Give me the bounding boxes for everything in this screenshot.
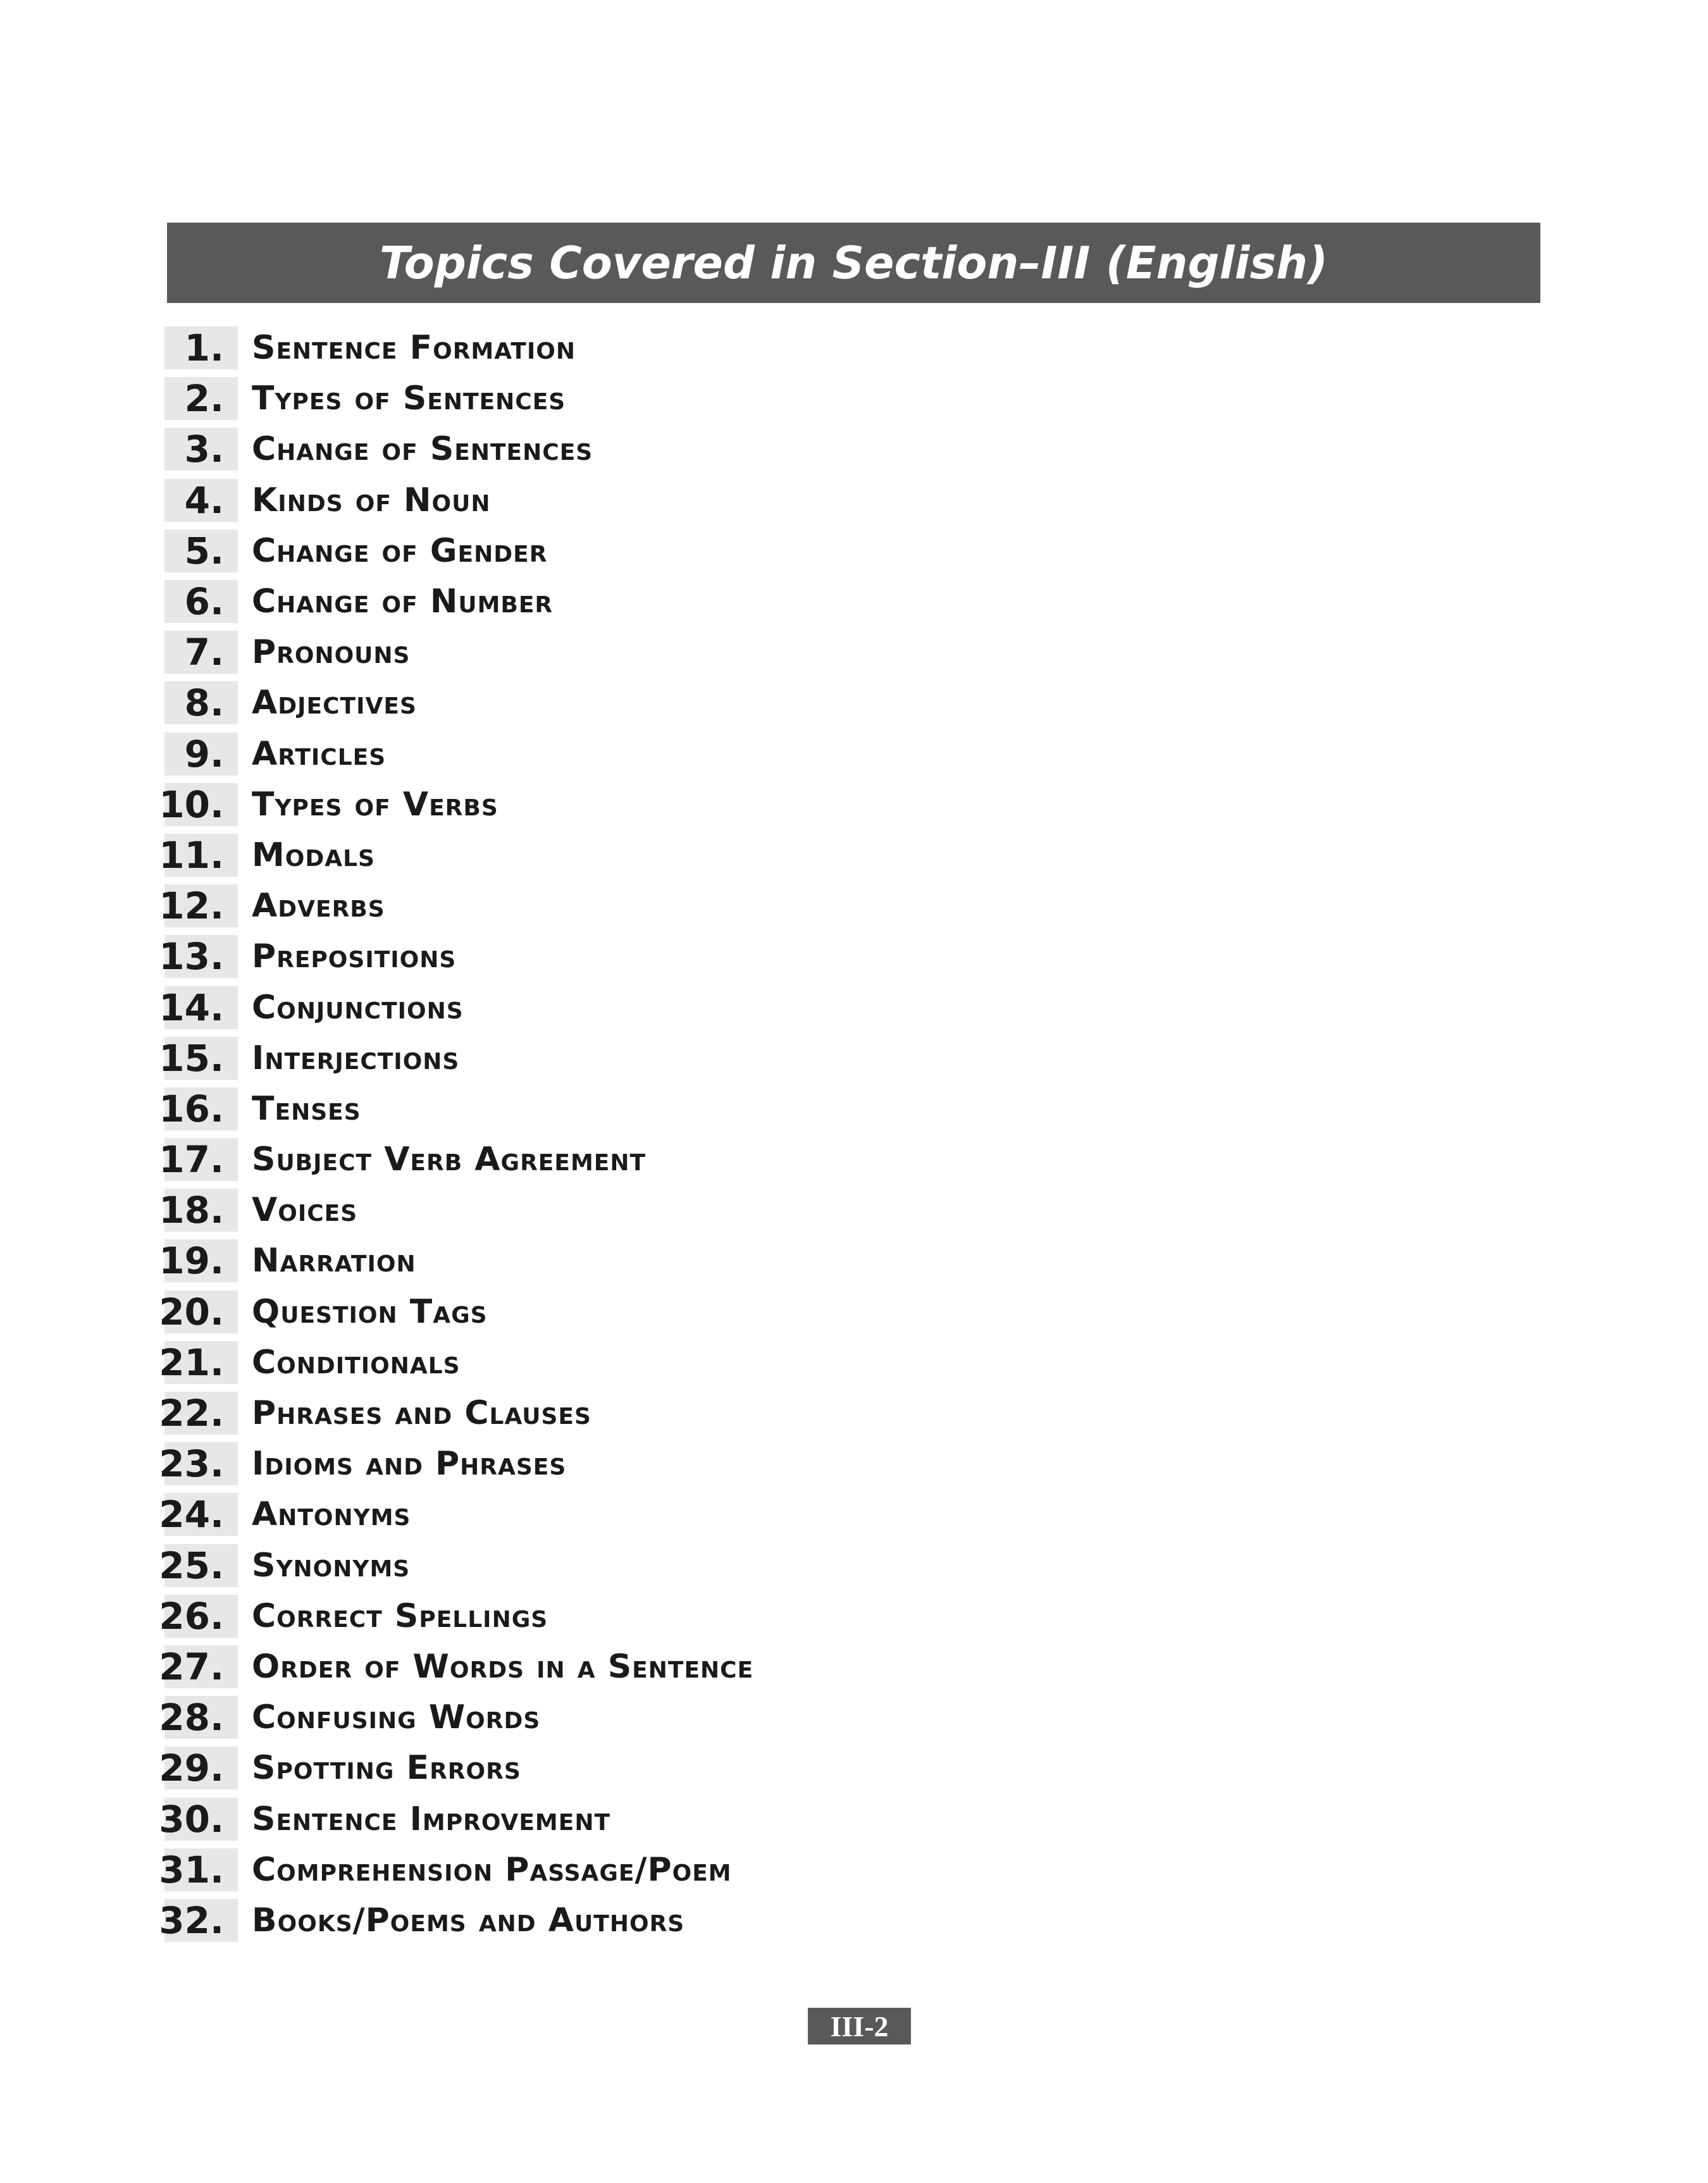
list-item — [159, 982, 1177, 1032]
list-item — [159, 779, 1177, 830]
topic-label: Kinds of Noun — [252, 481, 491, 519]
topic-number: 26. — [164, 1595, 238, 1638]
list-item — [164, 424, 1177, 474]
topic-label: Spotting Errors — [252, 1749, 521, 1788]
list-item — [159, 1540, 1177, 1591]
topic-label: Change of Gender — [252, 531, 548, 570]
list-item — [164, 475, 1177, 526]
list-item — [159, 931, 1177, 982]
topic-number: 23. — [164, 1442, 238, 1485]
topic-label: Subject Verb Agreement — [252, 1141, 647, 1179]
topic-number: 17. — [164, 1138, 238, 1181]
topic-number: 30. — [164, 1798, 238, 1841]
topic-label: Tenses — [252, 1089, 361, 1128]
topic-label: Prepositions — [252, 937, 457, 976]
topic-label: Articles — [252, 734, 387, 773]
topic-label: Phrases and Clauses — [252, 1394, 591, 1433]
list-item — [159, 1337, 1177, 1388]
list-item — [159, 1895, 1177, 1946]
topic-number: 9. — [164, 733, 238, 776]
topic-number: 32. — [164, 1899, 238, 1942]
list-item — [159, 1185, 1177, 1235]
topic-label: Voices — [252, 1191, 358, 1230]
list-item — [164, 526, 1177, 576]
topic-label: Confusing Words — [252, 1698, 541, 1737]
topic-label: Correct Spellings — [252, 1597, 548, 1635]
topic-number: 31. — [164, 1848, 238, 1891]
topic-number: 3. — [164, 428, 238, 471]
topic-number: 29. — [164, 1747, 238, 1790]
topic-number: 18. — [164, 1189, 238, 1232]
topic-number: 20. — [164, 1290, 238, 1333]
topic-label: Narration — [252, 1242, 416, 1280]
topic-label: Adjectives — [252, 684, 417, 722]
list-item — [159, 830, 1177, 881]
topic-number: 1. — [164, 326, 238, 369]
topic-label: Conditionals — [252, 1343, 461, 1382]
topic-number: 21. — [164, 1341, 238, 1384]
topic-list — [159, 323, 1177, 1946]
topic-number: 6. — [164, 580, 238, 623]
topic-label: Sentence Improvement — [252, 1800, 611, 1838]
topic-label: Question Tags — [252, 1292, 488, 1331]
list-item — [159, 1642, 1177, 1692]
list-item — [159, 1438, 1177, 1489]
list-item — [159, 1084, 1177, 1134]
list-item — [164, 729, 1177, 779]
topic-label: Change of Number — [252, 583, 554, 621]
topic-number: 8. — [164, 681, 238, 724]
section-title-bar — [167, 223, 1540, 303]
topic-number: 2. — [164, 377, 238, 420]
list-item — [159, 1743, 1177, 1793]
topic-label: Sentence Formation — [252, 329, 576, 368]
topic-label: Antonyms — [252, 1495, 411, 1534]
list-item — [159, 1793, 1177, 1844]
list-item — [164, 576, 1177, 627]
topic-number: 16. — [164, 1087, 238, 1130]
topic-label: Types of Verbs — [252, 785, 498, 824]
topic-number: 15. — [164, 1037, 238, 1080]
list-item — [164, 627, 1177, 677]
list-item — [164, 323, 1177, 373]
topic-number: 28. — [164, 1696, 238, 1739]
list-item — [164, 373, 1177, 424]
topic-number: 10. — [164, 783, 238, 826]
topic-label: Comprehension Passage/Poem — [252, 1850, 732, 1889]
topic-label: Modals — [252, 836, 375, 874]
list-item — [159, 1235, 1177, 1286]
topic-number: 24. — [164, 1493, 238, 1536]
topic-label: Adverbs — [252, 887, 385, 925]
page-title: Topics Covered in Section–III (English) — [379, 237, 1328, 289]
topic-number: 4. — [164, 479, 238, 522]
topic-number: 12. — [164, 884, 238, 927]
list-item — [159, 1489, 1177, 1540]
list-item — [159, 1591, 1177, 1642]
list-item — [159, 1692, 1177, 1743]
topic-number: 14. — [164, 986, 238, 1029]
list-item — [159, 1287, 1177, 1337]
list-item — [159, 1033, 1177, 1084]
topic-label: Types of Sentences — [252, 380, 566, 418]
topic-label: Order of Words in a Sentence — [252, 1647, 754, 1686]
topic-number: 5. — [164, 529, 238, 572]
list-item — [159, 1845, 1177, 1895]
list-item — [159, 881, 1177, 931]
list-item — [159, 1388, 1177, 1438]
topic-label: Pronouns — [252, 633, 411, 672]
topic-number: 27. — [164, 1645, 238, 1688]
page-number-badge — [808, 2008, 911, 2044]
page-number: III-2 — [830, 2010, 889, 2043]
topic-number: 11. — [164, 834, 238, 877]
topic-label: Books/Poems and Authors — [252, 1901, 685, 1939]
topic-label: Conjunctions — [252, 988, 464, 1027]
topic-label: Interjections — [252, 1039, 460, 1077]
topic-number: 25. — [164, 1544, 238, 1587]
topic-label: Synonyms — [252, 1546, 411, 1585]
topic-label: Change of Sentences — [252, 430, 593, 469]
topic-number: 19. — [164, 1239, 238, 1282]
topic-number: 7. — [164, 631, 238, 674]
topic-number: 22. — [164, 1392, 238, 1435]
topic-number: 13. — [164, 935, 238, 978]
list-item — [159, 1134, 1177, 1185]
list-item — [164, 677, 1177, 728]
topic-label: Idioms and Phrases — [252, 1445, 567, 1483]
